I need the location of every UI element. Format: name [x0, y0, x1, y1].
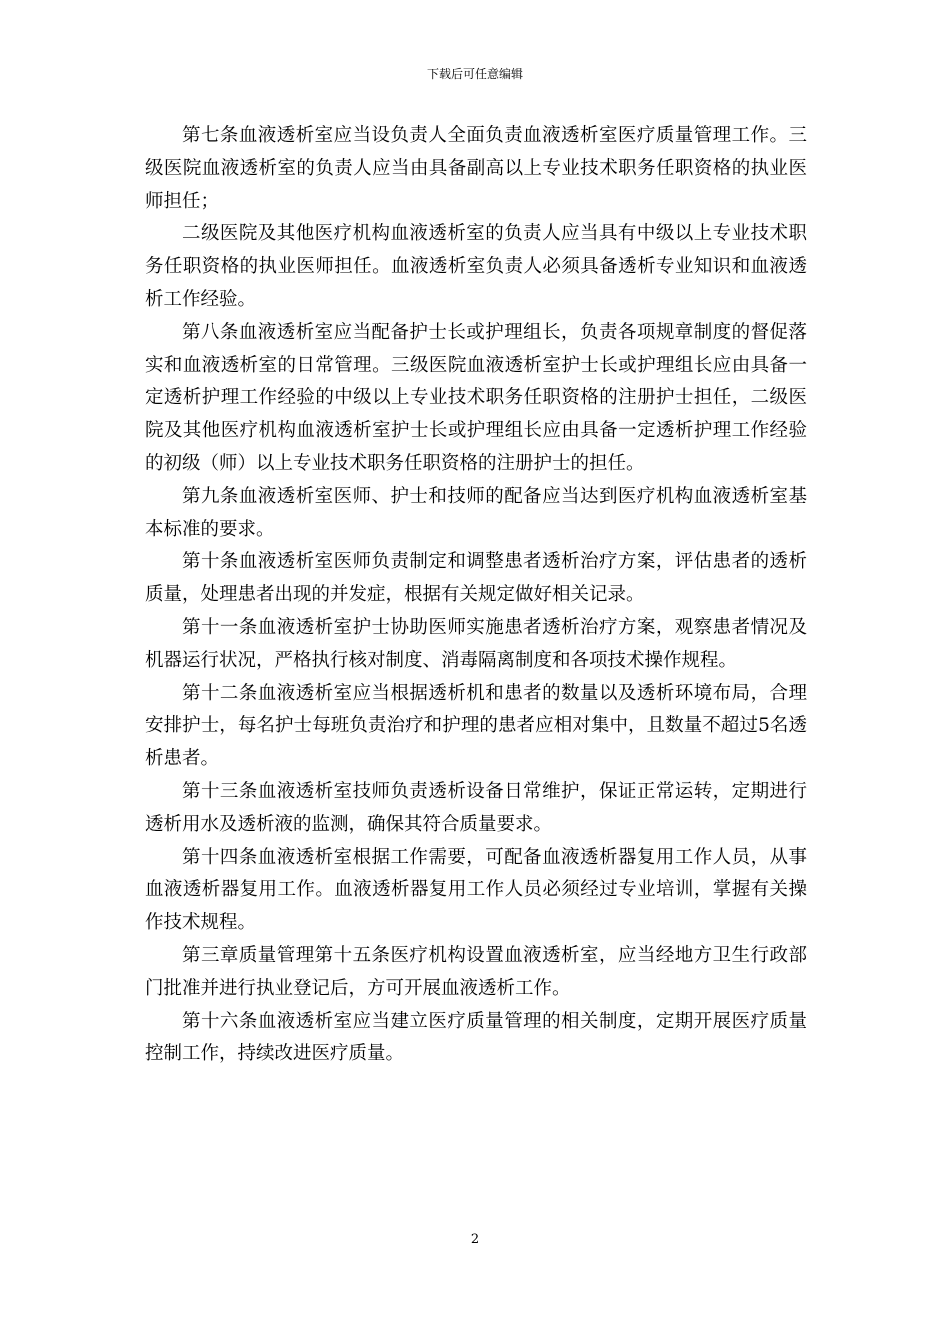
paragraph-article-8: 第八条血液透析室应当配备护士长或护理组长，负责各项规章制度的督促落实和血液透析室的日常管理。三级医院血液透析室护士长或护理组长应由具备一定透析护理工作经验的中级以上专业技术职务任职资格的注册护士担任，二级医院及其他医疗机构血液透析室护士长或护理组长应由具备一定透析护理工作经验的初级（师）以上专业技术职务任职资格的注册护士的担任。 [145, 321, 807, 474]
document-body [145, 120, 807, 1071]
paragraph-chapter-3-article-15: 第三章质量管理第十五条医疗机构设置血液透析室，应当经地方卫生行政部门批准并进行执业登记后，方可开展血液透析工作。 [145, 944, 807, 999]
page-number: 2 [470, 1232, 480, 1247]
page-header: 下载后可任意编辑 [426, 67, 523, 81]
paragraph-article-13: 第十三条血液透析室技师负责透析设备日常维护，保证正常运转，定期进行透析用水及透析液的监测，确保其符合质量要求。 [145, 780, 807, 835]
paragraph-article-14: 第十四条血液透析室根据工作需要，可配备血液透析器复用工作人员，从事血液透析器复用工作。血液透析器复用工作人员必须经过专业培训，掌握有关操作技术规程。 [145, 846, 807, 934]
paragraph-article-10: 第十条血液透析室医师负责制定和调整患者透析治疗方案，评估患者的透析质量，处理患者出现的并发症，根据有关规定做好相关记录。 [145, 551, 807, 606]
paragraph-article-11: 第十一条血液透析室护士协助医师实施患者透析治疗方案，观察患者情况及机器运行状况，严格执行核对制度、消毒隔离制度和各项技术操作规程。 [145, 616, 807, 671]
paragraph-article-7-cont: 二级医院及其他医疗机构血液透析室的负责人应当具有中级以上专业技术职务任职资格的执业医师担任。血液透析室负责人必须具备透析专业知识和血液透析工作经验。 [145, 223, 807, 310]
paragraph-article-16: 第十六条血液透析室应当建立医疗质量管理的相关制度，定期开展医疗质量控制工作，持续改进医疗质量。 [145, 1010, 807, 1065]
paragraph-article-9: 第九条血液透析室医师、护士和技师的配备应当达到医疗机构血液透析室基本标准的要求。 [145, 485, 807, 540]
paragraph-article-12: 第十二条血液透析室应当根据透析机和患者的数量以及透析环境布局，合理安排护士，每名护士每班负责治疗和护理的患者应相对集中，且数量不超过5名透析患者。 [145, 682, 807, 770]
paragraph-article-7: 第七条血液透析室应当设负责人全面负责血液透析室医疗质量管理工作。三级医院血液透析室的负责人应当由具备副高以上专业技术职务任职资格的执业医师担任； [145, 125, 807, 212]
